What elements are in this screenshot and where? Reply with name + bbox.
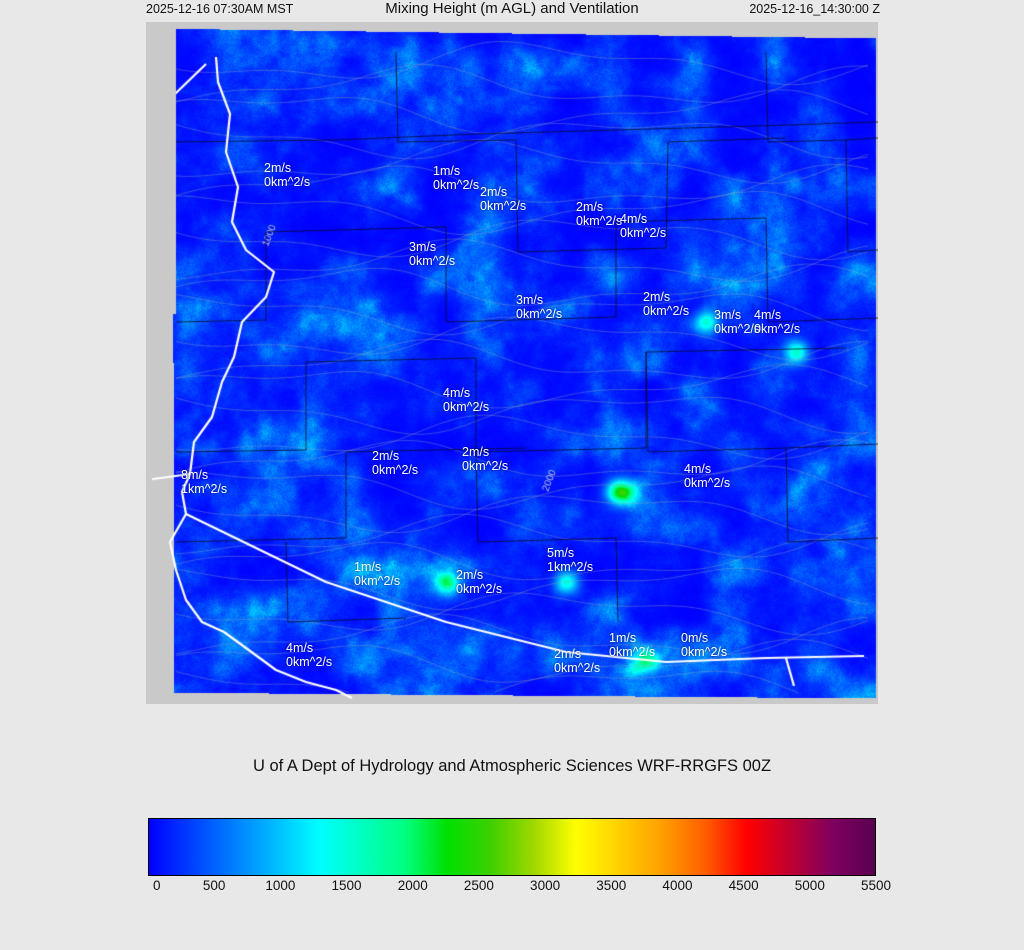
wind-vent-label xyxy=(409,240,455,268)
ventilation-value: 0km^2/s xyxy=(286,655,333,669)
ventilation-value: 0km^2/s xyxy=(609,645,656,659)
ventilation-value: 0km^2/s xyxy=(714,322,761,336)
ventilation-value: 0km^2/s xyxy=(554,661,601,675)
ventilation-value: 0km^2/s xyxy=(443,400,490,414)
colorbar-gradient xyxy=(148,818,876,876)
wind-speed-value: 1m/s xyxy=(609,631,637,645)
wind-speed-value: 2m/s xyxy=(576,200,604,214)
ventilation-value: 0km^2/s xyxy=(576,214,623,228)
wind-vent-label xyxy=(547,546,593,574)
wind-speed-value: 2m/s xyxy=(643,290,671,304)
wind-speed-value: 2m/s xyxy=(372,449,400,463)
valid-time-utc: 2025-12-16_14:30:00 Z xyxy=(749,2,880,16)
ventilation-value: 0km^2/s xyxy=(456,582,503,596)
page-title: Mixing Height (m AGL) and Ventilation xyxy=(385,0,639,17)
wind-vent-label xyxy=(264,161,310,189)
wind-vent-label xyxy=(516,293,562,321)
ventilation-value: 0km^2/s xyxy=(264,175,311,189)
colorbar-panel xyxy=(148,818,876,876)
colorbar-tick: 0 xyxy=(153,878,161,893)
map-label-overlay xyxy=(146,22,878,704)
wind-vent-label xyxy=(643,290,689,318)
wind-vent-label xyxy=(181,468,227,496)
wind-vent-label xyxy=(480,185,526,213)
wind-speed-value: 2m/s xyxy=(554,647,582,661)
wind-vent-label xyxy=(684,462,730,490)
ventilation-value: 0km^2/s xyxy=(754,322,801,336)
colorbar-tick-labels xyxy=(0,878,1024,898)
ventilation-value: 0km^2/s xyxy=(516,307,563,321)
wind-vent-label xyxy=(354,560,400,588)
wind-speed-value: 4m/s xyxy=(443,386,471,400)
ventilation-value: 0km^2/s xyxy=(480,199,527,213)
colorbar-tick: 2000 xyxy=(397,878,428,893)
wind-speed-value: 3m/s xyxy=(516,293,544,307)
wind-vent-label xyxy=(462,445,508,473)
wind-speed-value: 4m/s xyxy=(684,462,712,476)
wind-speed-value: 0m/s xyxy=(681,631,709,645)
colorbar-tick: 3500 xyxy=(596,878,627,893)
ventilation-value: 0km^2/s xyxy=(643,304,690,318)
ventilation-value: 0km^2/s xyxy=(354,574,401,588)
wind-speed-value: 4m/s xyxy=(620,212,648,226)
wind-speed-value: 3m/s xyxy=(409,240,437,254)
colorbar-tick: 3000 xyxy=(530,878,561,893)
colorbar-tick: 1500 xyxy=(331,878,362,893)
wind-speed-value: 2m/s xyxy=(480,185,508,199)
wind-vent-label xyxy=(754,308,800,336)
wind-vent-label xyxy=(681,631,727,659)
ventilation-value: 0km^2/s xyxy=(620,226,667,240)
colorbar-tick: 4000 xyxy=(662,878,693,893)
wind-speed-value: 2m/s xyxy=(462,445,490,459)
wind-speed-value: 4m/s xyxy=(286,641,314,655)
wind-vent-label xyxy=(372,449,418,477)
colorbar-tick: 2500 xyxy=(463,878,494,893)
ventilation-value: 0km^2/s xyxy=(462,459,509,473)
wind-vent-label xyxy=(620,212,666,240)
wind-vent-label xyxy=(456,568,502,596)
wind-vent-label xyxy=(554,647,600,675)
ventilation-value: 1km^2/s xyxy=(547,560,594,574)
colorbar-tick: 500 xyxy=(202,878,226,893)
ventilation-value: 0km^2/s xyxy=(681,645,728,659)
wind-speed-value: 2m/s xyxy=(456,568,484,582)
wind-speed-value: 1m/s xyxy=(354,560,382,574)
wind-speed-value: 1m/s xyxy=(433,164,461,178)
colorbar-tick: 1000 xyxy=(265,878,296,893)
wind-vent-label xyxy=(286,641,332,669)
wind-vent-label xyxy=(433,164,479,192)
wind-speed-value: 2m/s xyxy=(264,161,292,175)
map-panel[interactable] xyxy=(146,22,878,704)
wind-vent-label xyxy=(576,200,622,228)
credit-line: U of A Dept of Hydrology and Atmospheric Sciences WRF-RRGFS 00Z xyxy=(252,757,772,775)
ventilation-value: 0km^2/s xyxy=(684,476,731,490)
colorbar-tick: 4500 xyxy=(728,878,759,893)
ventilation-value: 0km^2/s xyxy=(372,463,419,477)
ventilation-value: 0km^2/s xyxy=(433,178,480,192)
wind-vent-label xyxy=(609,631,655,659)
wind-speed-value: 4m/s xyxy=(754,308,782,322)
ventilation-value: 0km^2/s xyxy=(409,254,456,268)
wind-vent-label xyxy=(443,386,489,414)
valid-time-local: 2025-12-16 07:30AM MST xyxy=(146,2,294,16)
wind-speed-value: 8m/s xyxy=(181,468,209,482)
ventilation-value: 1km^2/s xyxy=(181,482,228,496)
colorbar-tick: 5500 xyxy=(860,878,892,893)
colorbar-tick: 5000 xyxy=(794,878,825,893)
header xyxy=(0,0,1024,22)
wind-speed-value: 5m/s xyxy=(547,546,575,560)
wind-speed-value: 3m/s xyxy=(714,308,742,322)
